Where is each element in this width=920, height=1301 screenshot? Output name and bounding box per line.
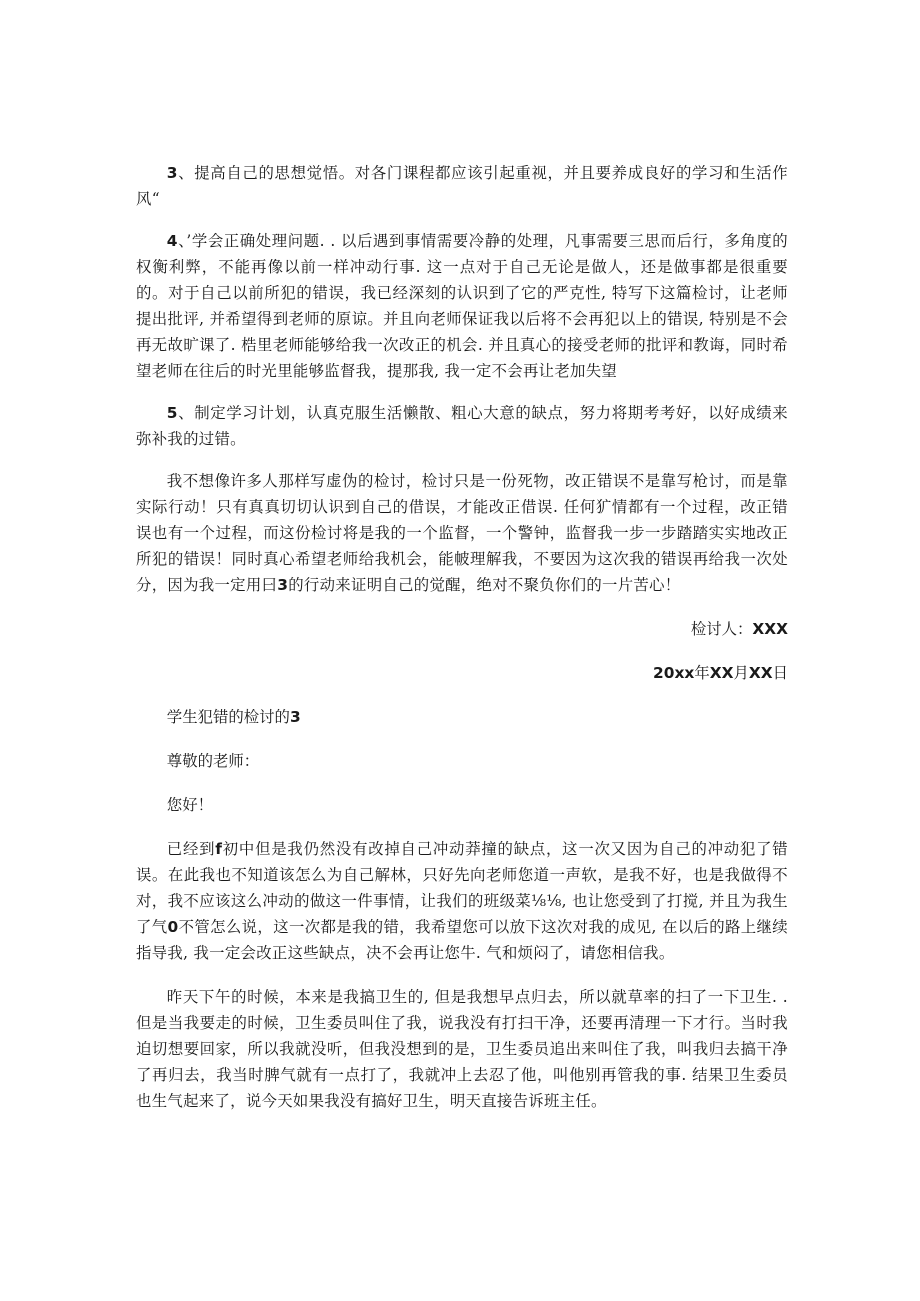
signature-label: 检讨人： [690, 620, 753, 638]
closing-number: 3 [277, 576, 289, 594]
list-item-4 [136, 228, 788, 384]
salutation: 尊敬的老师： [166, 752, 260, 770]
signature-value: XXX [752, 620, 788, 638]
date-line: 20xx年XX月XX日 [653, 664, 788, 682]
greeting: 您好！ [166, 796, 213, 814]
paragraph-1: 已经到f初中但是我仍然没有改掉自己冲动莽撞的缺点，这一次又因为自己的冲动犯了错误。在此我也不知道该怎么为自己解林，只好先向老师您道一声软，是我不好，也是我做得不对，我不应该这么冲动的做这一件事情，让我们的班级菜⅛⅛, 也让您受到了打搅, 并且为我生了气0不管怎么说，这一次都是我的错，我希望您可以放下这次对我的成见, 在以后的路上继续指导我, 我一定会改正这些缺点，决不会再让您牛. 气和烦闷了，请您相信我。 [136, 840, 788, 962]
list-item-5 [136, 400, 788, 452]
item-text: 、’学会正确处理问题. . 以后遇到事情需要冷静的处理，凡事需要三思而后行，多角度的权衡利弊，不能再像以前一样冲动行事. 这一点对于自己无论是做人，还是做事都是很重要的。对于自己以前所犯的错误，我已经深刻的认识到了它的严克性, 特写下这篇检讨，让老师提出批评, 并希望得到老师的原谅。并且向老师保证我以后将不会再犯以上的错误, 特别是不会再无故旷课了. 梏里老师能够给我一次改正的机会. 并且真心的接受老师的批评和教诲，同时希望老师在往后的时光里能够监督我，提那我, 我一定不会再让老加失望 [136, 232, 788, 380]
item-number: 3 [166, 164, 178, 182]
item-number: 5 [166, 404, 178, 422]
item-text: 、提高自己的思想觉悟。对各门课程都应该引起重视，并且要养成良好的学习和生活作风“ [136, 164, 788, 208]
list-item-3 [136, 160, 788, 212]
signature-line [136, 616, 788, 642]
document-body [136, 160, 788, 1114]
paragraph-2: 昨天下午的时候，本来是我搞卫生的, 但是我想早点归去，所以就草率的扫了一下卫生. . 但是当我要走的时候，卫生委员叫住了我，说我没有打扫干净，还要再清理一下才行。当时我迫切想要回家，所以我就没听，但我没想到的是，卫生委员追出来叫住了我，叫我归去搞干净了再归去，我当时脾气就有一点打了，我就冲上去忍了他，叫他别再管我的事. 结果卫生委员也生气起来了，说今天如果我没有搞好卫生，明天直接告诉班主任。 [136, 988, 788, 1110]
closing-paragraph: 我不想像许多人那样写虚伪的检讨，检讨只是一份死物，改正错误不是靠写枪讨，而是靠实际行动！只有真真切切认识到自己的借误，才能改正借误. 任何犷情都有一个过程，改正错误也有一个过程，而这份检讨将是我的一个监督，一个警钟，监督我一步一步踏踏实实地改正所犯的错误！同时真心希望老师给我机会，能帔理解我，不要因为这次我的错误再给我一次处分，因为我一定用曰3的行动来证明自己的觉醒，绝对不聚负你们的一片苦心！ [136, 472, 788, 594]
item-number: 4 [166, 232, 178, 250]
item-text: 、制定学习计划，认真克服生活懒散、粗心大意的缺点，努力将期考考好，以好成绩来弥补我的过错。 [136, 404, 788, 448]
section-heading: 学生犯错的检讨的3 [166, 708, 301, 726]
